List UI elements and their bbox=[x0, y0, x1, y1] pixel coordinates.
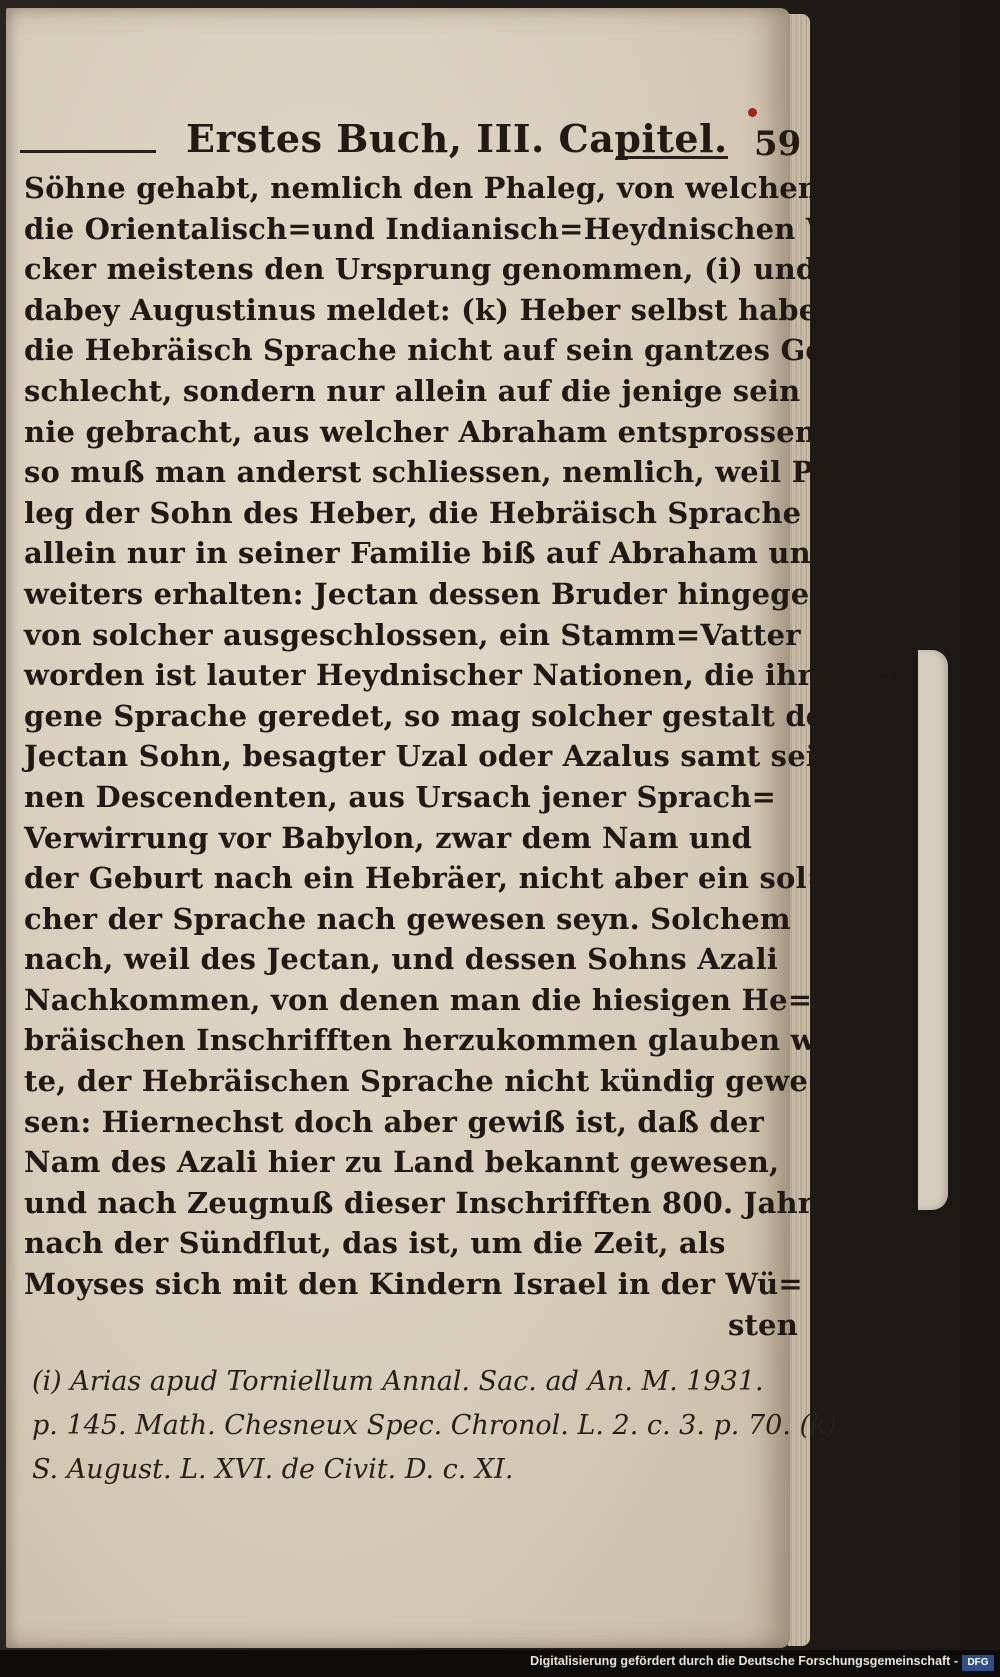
text-line: die Orientalisch=und Indianisch=Heydnischen Völ= bbox=[24, 211, 882, 246]
text-line: so muß man anderst schliessen, nemlich, weil Pha- bbox=[24, 455, 867, 490]
text-line: Jectan Sohn, besagter Uzal oder Azalus samt sei= bbox=[24, 739, 842, 774]
page-header bbox=[26, 116, 806, 168]
text-line: die Hebräisch Sprache nicht auf sein gantzes Ge= bbox=[24, 333, 849, 368]
book-page bbox=[6, 8, 897, 1648]
text-line: Verwirrung vor Babylon, zwar dem Nam und bbox=[24, 820, 752, 855]
footer-bar bbox=[0, 1650, 1000, 1677]
text-line: von solcher ausgeschlossen, ein Stamm=Vatter bbox=[24, 617, 801, 652]
dfg-logo: DFG bbox=[962, 1655, 994, 1671]
text-line: cker meistens den Ursprung genommen, (i) und bbox=[24, 252, 817, 287]
footnote-line: (i) Arias apud Torniellum Annal. Sac. ad An. M. 1931. bbox=[32, 1366, 764, 1397]
text-line: cher der Sprache nach gewesen seyn. Solchem bbox=[24, 901, 791, 936]
footnote-line: p. 145. Math. Chesneux Spec. Chronol. L. 2. c. 3. p. 70. (k) bbox=[32, 1410, 837, 1441]
footnote-line: S. August. L. XVI. de Civit. D. c. XI. bbox=[32, 1454, 514, 1485]
text-line: weiters erhalten: Jectan dessen Bruder hingegen, bbox=[24, 576, 841, 611]
text-line: nen Descendenten, aus Ursach jener Sprach= bbox=[24, 779, 777, 814]
text-line: sen: Hiernechst doch aber gewiß ist, daß der bbox=[24, 1104, 765, 1139]
catchword: sten bbox=[727, 1307, 798, 1342]
text-line: allein nur in seiner Familie biß auf Abraham und bbox=[24, 536, 832, 571]
text-line: nie gebracht, aus welcher Abraham entsprossen, bbox=[24, 414, 827, 449]
running-head: Erstes Buch, III. Capitel. bbox=[186, 116, 728, 161]
page-number: 59 bbox=[754, 124, 802, 164]
text-line: bräischen Inschrifften herzukommen glauben wol= bbox=[24, 1023, 871, 1058]
text-line: leg der Sohn des Heber, die Hebräisch Sprache bbox=[24, 495, 802, 530]
page-edge-tab bbox=[918, 650, 948, 1210]
funding-credit: Digitalisierung gefördert durch die Deutsche Forschungsgemeinschaft - bbox=[530, 1654, 958, 1668]
text-line: nach, weil des Jectan, und dessen Sohns Azali bbox=[24, 942, 779, 977]
text-line: schlecht, sondern nur allein auf die jenige sein Li- bbox=[24, 373, 855, 408]
text-line: der Geburt nach ein Hebräer, nicht aber ein sol= bbox=[24, 861, 832, 896]
text-line: Söhne gehabt, nemlich den Phaleg, von welchem bbox=[24, 171, 829, 205]
body-text bbox=[24, 168, 897, 1345]
text-line: Nam des Azali hier zu Land bekannt gewesen, bbox=[24, 1145, 780, 1180]
text-line: dabey Augustinus meldet: (k) Heber selbst habe bbox=[24, 292, 818, 327]
text-line: Nachkommen, von denen man die hiesigen He= bbox=[24, 982, 813, 1017]
text-line: worden ist lauter Heydnischer Nationen, die ihre ei= bbox=[24, 658, 897, 693]
text-line: te, der Hebräischen Sprache nicht kündig gewe= bbox=[24, 1064, 833, 1099]
text-line: gene Sprache geredet, so mag solcher gestalt des bbox=[24, 698, 841, 733]
footnotes bbox=[32, 1360, 837, 1492]
text-line: Moyses sich mit den Kindern Israel in der Wü= bbox=[24, 1267, 803, 1302]
text-line: nach der Sündflut, das ist, um die Zeit, als bbox=[24, 1226, 726, 1261]
text-line: und nach Zeugnuß dieser Inschrifften 800. Jahr bbox=[24, 1185, 814, 1220]
